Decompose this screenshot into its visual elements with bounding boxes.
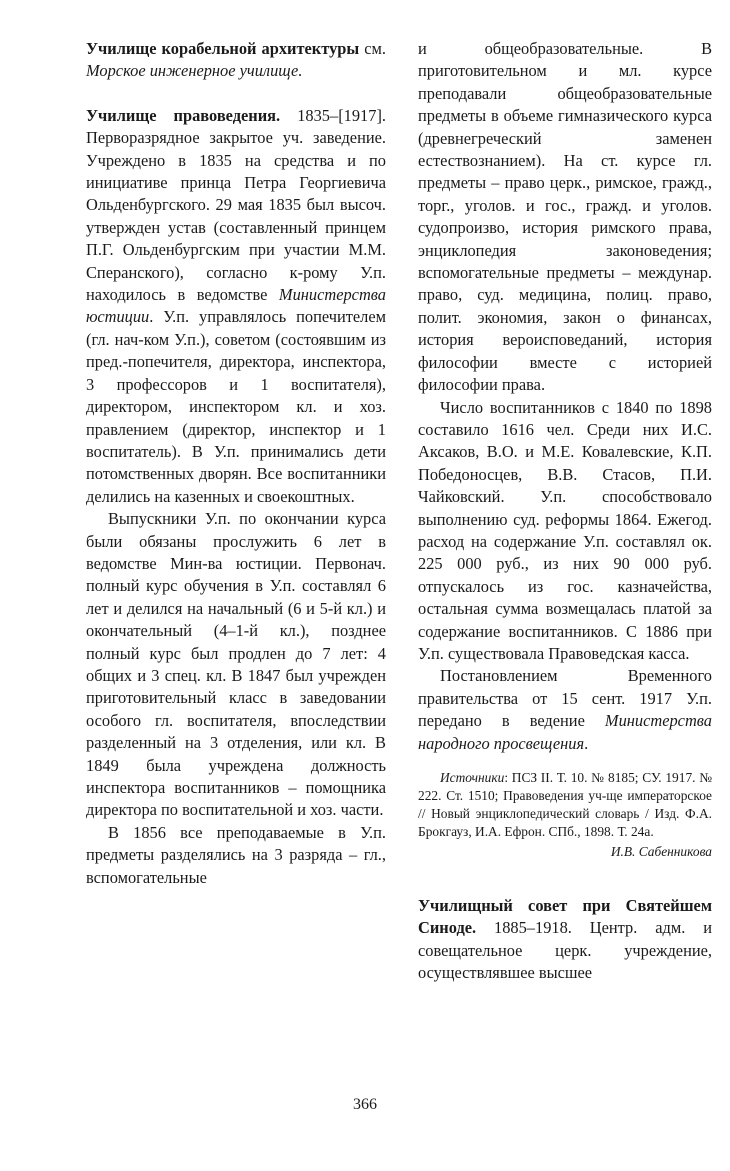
- entry-korabelnoy: [86, 38, 386, 83]
- page-number: 366: [353, 1096, 377, 1113]
- cross-reference: Морское инженерное училище: [86, 61, 299, 81]
- paragraph-graduates: Выпускники У.п. по окончании курса были обязаны прослужить 6 лет в ведомстве Мин-ва юстиции. Первонач. полный курс обучения в У.п. составлял 6 лет и делился на начальный (6 и 5-й кл.) и окончательный (4–1-й кл.), позднее полный курс был продлен до 7 лет: 4 общих и 3 спец. кл. В 1847 был учрежден приготовительный класс в заведовании особого гл. воспитателя, впоследствии разделенный на 3 отделения, или кл. В 1849 была учреждена должность инспектора воспитанников – помощника директора по воспитательной и хоз. части.: [86, 509, 386, 820]
- headword: Училище правоведения.: [86, 105, 281, 125]
- paragraph-subjects-start: В 1856 все преподаваемые в У.п. предметы разделялись на 3 разряда – гл., вспомогательные: [86, 822, 386, 887]
- sources: [418, 769, 712, 841]
- headword: Училище корабельной архитектуры: [86, 39, 360, 58]
- paragraph-subjects-cont: и общеобразовательные. В приготовительном и мл. курсе преподавали общеобразовательные предметы в объеме гимназического курса (древнегреческий заменен естествознанием). На ст. курсе гл. предметы – право церк., римское, гражд., торг., уголов. и гос., гражд. и уголов. судопроизво, история римского права, энциклопедия законоведения; вспомогательные предметы – междунар. право, суд. медицина, полиц. право, полит. экономия, закон о финансах, история вероисповеданий, история философии вместе с историей философии права.: [418, 39, 712, 395]
- ministry-reference: Министерства народного просвещения: [418, 711, 712, 753]
- ministry-reference: Министерства юстиции: [86, 285, 386, 327]
- paragraph-text: . У.п. управлялось попечителем (гл. нач-ком У.п.), советом (состоявшим из пред.-попечителя, директора, инспектора, 3 профессоров и 1 воспитателя), директором, инспектором кл. и хоз. правлением (директор, инспектор и 1 воспитатель). В У.п. принимались дети потомственных дворян. Все воспитанники делились на казенных и своекоштных.: [86, 307, 386, 506]
- paragraph-text: 1885–1918. Центр. адм. и совещательное церк. учреждение, осуществлявшее высшее: [418, 918, 712, 983]
- headword: Училищный совет при Святейшем Синоде.: [418, 896, 712, 938]
- left-column: [86, 38, 386, 889]
- sources-text: : ПСЗ II. Т. 10. № 8185; СУ. 1917. № 222. Ст. 1510; Правоведения уч-ще императорское // Новый энциклопедический словарь / Изд. Ф.А. Брокгауз, И.А. Ефрон. СПб., 1898. Т. 24а.: [418, 770, 712, 839]
- punct: .: [298, 61, 303, 81]
- paragraph-students: Число воспитанников с 1840 по 1898 составило 1616 чел. Среди них И.С. Аксаков, В.О. и М.Е. Ковалевские, К.П. Победоносцев, В.В. Стасов, П.И. Чайковский. У.п. способствовало выполнению суд. реформы 1864. Ежегод. расход на содержание У.п. составлял ок. 225 000 руб., из них 90 000 руб. отпускалось из гос. казначейства, остальная сумма возмещалась платой за содержание воспитанников. С 1886 при У.п. существовала Правоведская касса.: [418, 397, 712, 663]
- punct: .: [584, 733, 589, 753]
- see-word: см.: [359, 39, 387, 58]
- paragraph-text: Постановлением Временного правительства от 15 сент. 1917 У.п. передано в ведение: [418, 666, 712, 731]
- sources-label: Источники: [440, 770, 505, 785]
- paragraph-decree: [418, 665, 712, 755]
- author: И.В. Сабенникова: [610, 844, 712, 859]
- right-column: [418, 38, 712, 985]
- paragraph-text: 1835–[1917]. Перворазрядное закрытое уч. заведение. Учреждено в 1835 на средства и по инициативе принца Петра Георгиевича Ольденбургского. 29 мая 1835 был высоч. утвержден устав (составленный принцем П.Г. Ольденбургским при участии М.М. Сперанского), согласно к-рому У.п. находилось в ведомстве: [86, 105, 386, 305]
- entry-pravovedeniya-p1: [86, 105, 386, 508]
- entry-uchilishchny-sovet: [418, 895, 712, 985]
